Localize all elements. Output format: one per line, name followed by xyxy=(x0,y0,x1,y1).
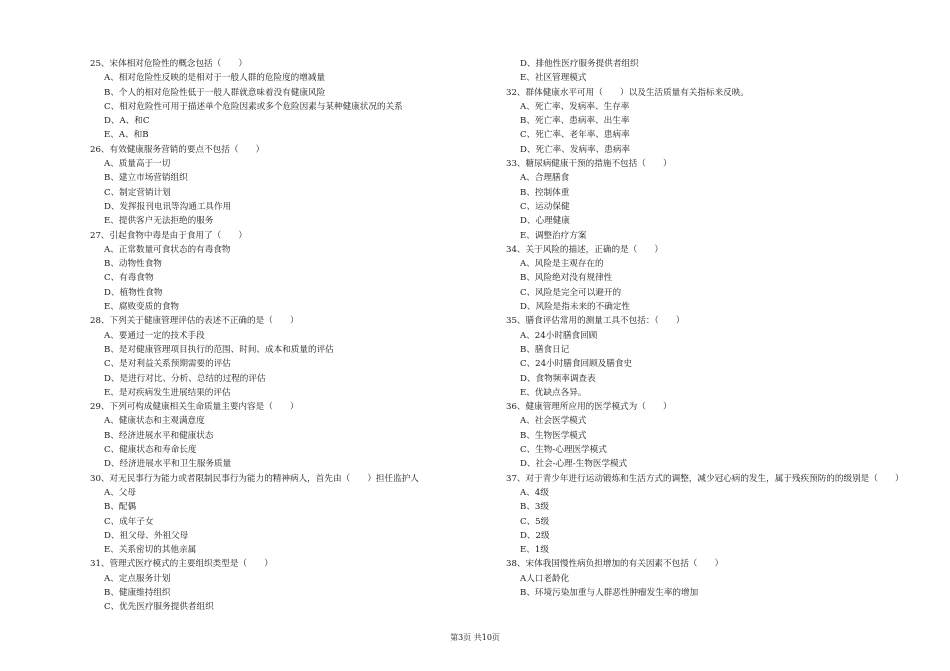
answer-option: D、心理健康 xyxy=(520,216,570,227)
question-stem: 36、健康管理所应用的医学模式为（ ） xyxy=(506,402,672,413)
answer-option: A人口老龄化 xyxy=(520,573,570,584)
answer-option: A、风险是主观存在的 xyxy=(520,259,604,270)
answer-option: B、动物性食物 xyxy=(104,259,162,270)
question-stem: 27、引起食物中毒是由于食用了（ ） xyxy=(90,230,248,241)
question-stem: 26、有效健康服务营销的要点不包括（ ） xyxy=(90,144,265,155)
right-column xyxy=(506,57,906,600)
question-stem: 37、对于青少年进行运动锻炼和生活方式的调整，减少冠心病的发生，属于残疾预防的的级别是（ ） xyxy=(506,473,904,484)
question-block xyxy=(506,314,906,400)
answer-option: C、制定营销计划 xyxy=(104,187,171,198)
question-block xyxy=(90,143,490,229)
answer-option: E、关系密切的其他亲属 xyxy=(104,545,197,556)
answer-option: D、植物性食物 xyxy=(104,287,163,298)
question-stem: 33、糖尿病健康干预的措施不包括（ ） xyxy=(506,159,672,170)
answer-option: A、健康状态和主观满意度 xyxy=(104,416,205,427)
answer-option: C、运动保健 xyxy=(520,201,570,212)
question-block xyxy=(506,243,906,314)
answer-option: B、环境污染加重与人群恶性肿瘤发生率的增加 xyxy=(520,587,699,598)
answer-option: C、死亡率、老年率、患病率 xyxy=(520,130,630,141)
answer-option: B、生物医学模式 xyxy=(520,430,587,441)
answer-option: D、经济进展水平和卫生服务质量 xyxy=(104,459,232,470)
answer-option: A、24小时膳食回顾 xyxy=(520,330,598,341)
answer-option: B、死亡率、患病率、出生率 xyxy=(520,116,630,127)
answer-option: C、风险是完全可以避开的 xyxy=(520,287,622,298)
question-stem: 38、宋体我国慢性病负担增加的有关因素不包括（ ） xyxy=(506,559,724,570)
question-block xyxy=(90,229,490,315)
answer-option: C、有毒食物 xyxy=(104,273,154,284)
question-block xyxy=(90,314,490,400)
left-column xyxy=(90,57,490,615)
answer-option: B、风险绝对没有规律性 xyxy=(520,273,613,284)
answer-option: E、提供客户无法拒绝的服务 xyxy=(104,216,214,227)
page-footer: 第3页 共10页 xyxy=(450,633,500,642)
answer-option: D、发挥报刊电讯等沟通工具作用 xyxy=(104,201,232,212)
question-block xyxy=(506,472,906,558)
question-block xyxy=(506,400,906,471)
question-stem: 32、群体健康水平可用（ ）以及生活质量有关指标来反映。 xyxy=(506,87,749,98)
answer-option: D、是进行对比、分析、总结的过程的评估 xyxy=(104,373,266,384)
question-stem: 31、管理式医疗模式的主要组织类型是（ ） xyxy=(90,559,273,570)
answer-option: E、社区管理模式 xyxy=(520,73,587,84)
answer-option: D、风险是指未来的不确定性 xyxy=(520,302,631,313)
answer-option: C、是对利益关系预期需要的评估 xyxy=(104,359,231,370)
answer-option: A、死亡率、发病率、生存率 xyxy=(520,101,630,112)
question-stem: 28、下列关于健康管理评估的表述不正确的是（ ） xyxy=(90,316,299,327)
answer-option: A、4级 xyxy=(520,487,549,498)
answer-option: A、正常数量可食状态的有毒食物 xyxy=(104,244,231,255)
answer-option: E、优缺点各异。 xyxy=(520,387,587,398)
answer-option: C、优先医疗服务提供者组织 xyxy=(104,602,214,613)
answer-option: B、膳食日记 xyxy=(520,344,570,355)
answer-option: D、排他性医疗服务提供者组织 xyxy=(520,59,639,69)
answer-option: A、定点服务计划 xyxy=(104,573,171,584)
question-block xyxy=(506,57,906,86)
answer-option: C、相对危险性可用于描述单个危险因素或多个危险因素与某种健康状况的关系 xyxy=(104,101,403,112)
question-stem: 29、下列可构成健康相关生命质量主要内容是（ ） xyxy=(90,402,299,413)
answer-option: D、A、和C xyxy=(104,116,150,127)
answer-option: B、个人的相对危险性低于一般人群就意味着没有健康风险 xyxy=(104,87,326,98)
question-stem: 30、对无民事行为能力或者限制民事行为能力的精神病人，首先由（ ）担任监护人 xyxy=(90,473,419,484)
answer-option: D、社会-心理-生物医学模式 xyxy=(520,459,628,470)
answer-option: C、健康状态和寿命长度 xyxy=(104,445,197,456)
answer-option: B、配偶 xyxy=(104,502,137,513)
answer-option: E、腐败变质的食物 xyxy=(104,302,180,313)
answer-option: C、24小时膳食回顾及膳食史 xyxy=(520,359,633,370)
question-stem: 25、宋体相对危险性的概念包括（ ） xyxy=(90,59,248,69)
answer-option: E、调整治疗方案 xyxy=(520,230,587,241)
answer-option: B、控制体重 xyxy=(520,187,570,198)
question-block xyxy=(90,57,490,143)
answer-option: A、相对危险性反映的是相对于一般人群的危险度的增减量 xyxy=(104,73,326,84)
answer-option: B、经济进展水平和健康状态 xyxy=(104,430,214,441)
answer-option: D、祖父母、外祖父母 xyxy=(104,530,189,541)
question-stem: 34、关于风险的描述，正确的是（ ） xyxy=(506,244,664,255)
answer-option: A、社会医学模式 xyxy=(520,416,587,427)
answer-option: B、健康维持组织 xyxy=(104,587,171,598)
question-block xyxy=(90,400,490,471)
answer-option: E、A、和B xyxy=(104,130,149,141)
answer-option: A、父母 xyxy=(104,487,136,498)
answer-option: B、建立市场营销组织 xyxy=(104,173,188,184)
question-block xyxy=(506,86,906,157)
answer-option: D、死亡率、发病率、患病率 xyxy=(520,144,631,155)
answer-option: C、生物-心理医学模式 xyxy=(520,445,607,456)
answer-option: A、要通过一定的技术手段 xyxy=(104,330,205,341)
answer-option: A、合理膳食 xyxy=(520,173,570,184)
question-block xyxy=(506,557,906,600)
answer-option: B、是对健康管理项目执行的范围、时间、成本和质量的评估 xyxy=(104,344,334,355)
question-block xyxy=(90,472,490,558)
answer-option: E、是对疾病发生进展结果的评估 xyxy=(104,387,231,398)
question-stem: 35、膳食评估常用的测量工具不包括：（ ） xyxy=(506,316,685,327)
question-block xyxy=(90,557,490,614)
question-block xyxy=(506,157,906,243)
answer-option: D、2级 xyxy=(520,530,550,541)
answer-option: B、3级 xyxy=(520,502,549,513)
answer-option: A、质量高于一切 xyxy=(104,159,171,170)
answer-option: C、成年子女 xyxy=(104,516,154,527)
answer-option: C、5级 xyxy=(520,516,550,527)
answer-option: D、食物频率调查表 xyxy=(520,373,596,384)
answer-option: E、1级 xyxy=(520,545,549,556)
